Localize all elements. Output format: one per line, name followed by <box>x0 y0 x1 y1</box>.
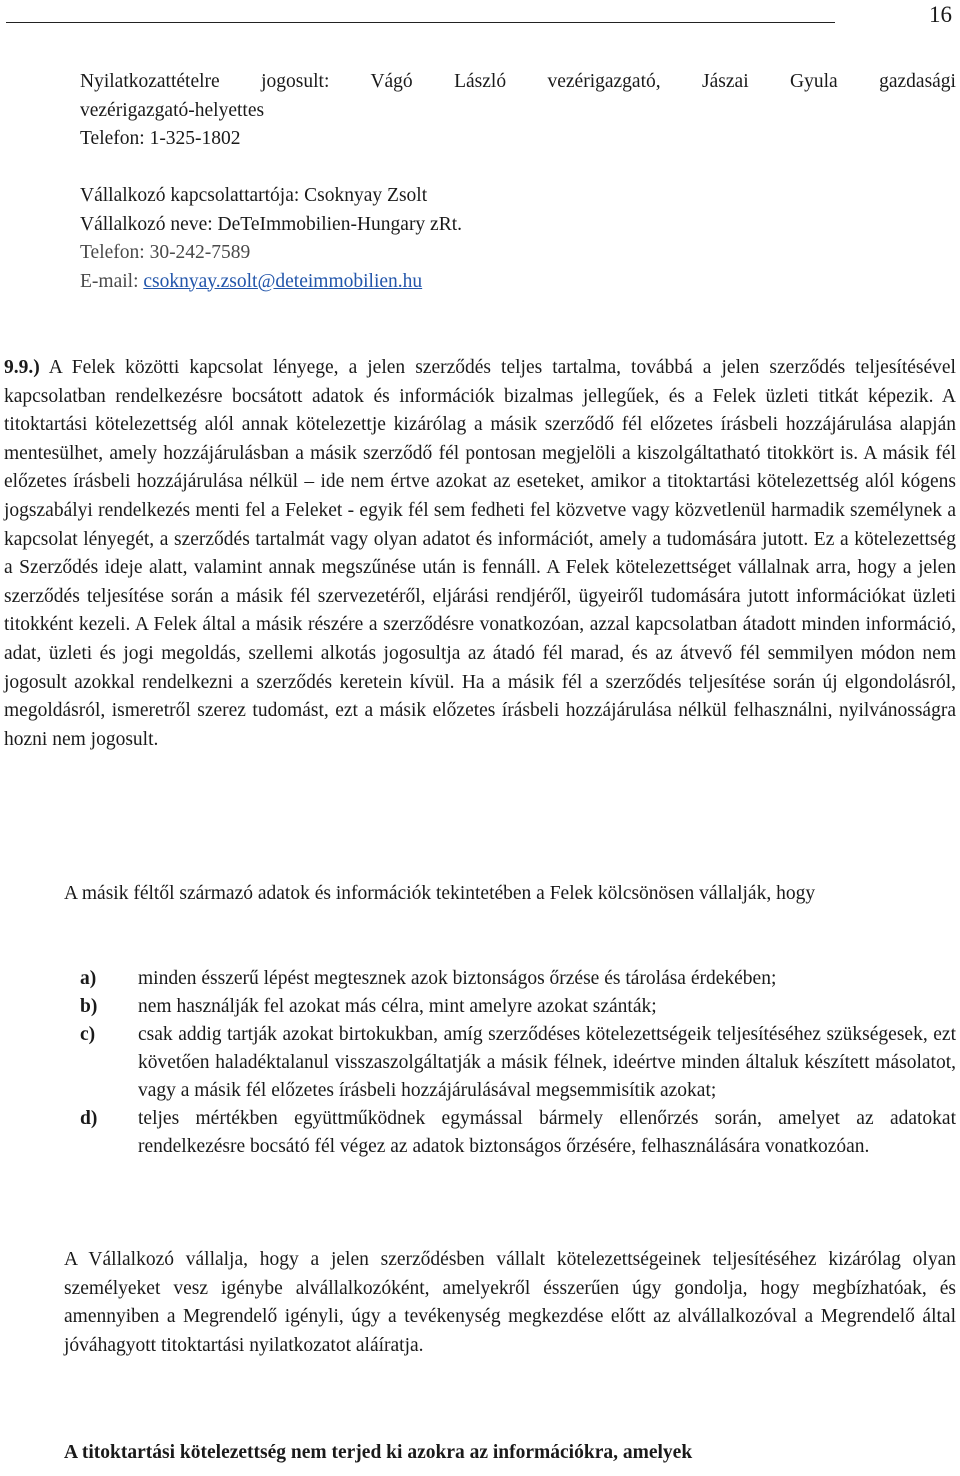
section-9-9 <box>4 354 956 754</box>
list-item-text: teljes mértékben együttműködnek egymással bármely ellenőrzés során, amelyet az adatokat rendelkezésre bocsátó fél végez az adatok biztonságos őrzésére, felhasználására vonatkozóan. <box>138 1108 956 1157</box>
section-number: 9.9.) <box>4 357 40 378</box>
list-item-label: c) <box>80 1024 96 1045</box>
signatory-names: Vágó László vezérigazgató, Jászai Gyula gazdasági <box>370 71 956 92</box>
header-rule <box>6 22 835 23</box>
contractor-phone: Telefon: 30-242-7589 <box>80 242 251 263</box>
page-number: 16 <box>929 2 952 27</box>
intro-paragraph: A másik féltől származó adatok és információk tekintetében a Felek kölcsönösen vállalják, hogy <box>64 883 816 904</box>
list-item-label: a) <box>80 968 97 989</box>
signatory-phone: Telefon: 1-325-1802 <box>80 128 241 149</box>
list-item-label: b) <box>80 996 98 1017</box>
contact-block <box>80 68 956 296</box>
email-label: E-mail: <box>80 270 144 292</box>
email-link[interactable]: csoknyay.zsolt@deteimmobilien.hu <box>143 270 423 292</box>
list-item-label: d) <box>80 1108 98 1129</box>
list-item-text: nem használják fel azokat más célra, mint amelyre azokat szánták; <box>138 996 657 1017</box>
signatory-label: Nyilatkozattételre jogosult: <box>80 71 330 92</box>
list-item-text: csak addig tartják azokat birtokukban, amíg szerződéses kötelezettségeik teljesítéséhez szükségesek, ezt követően haladéktalanul visszaszolgáltatják a másik félnek, ideértve minden általuk készített másolatot, vagy a másik fél előzetes írásbeli hozzájárulásával megsemmisítik azokat; <box>138 1024 956 1101</box>
subcontractor-paragraph: A Vállalkozó vállalja, hogy a jelen szerződésben vállalt kötelezettségeinek teljesítéséhez kizárólag olyan személyeket vesz igénybe alvállalkozóként, amelyekről ésszerűen úgy gondolja, hogy megbízhatóak, és amennyiben a Megrendelő igényli, úgy a tevékenység megkezdése előtt az alvállalkozóval a Megrendelő által jóváhagyott titoktartási nyilatkozatot aláíratja. <box>64 1249 956 1356</box>
obligation-list <box>80 965 956 1161</box>
list-item-text: minden ésszerű lépést megtesznek azok biztonságos őrzése és tárolása érdekében; <box>138 968 777 989</box>
list-item <box>80 993 956 1021</box>
spacer <box>80 154 956 183</box>
final-heading: A titoktartási kötelezettség nem terjed ki azokra az információkra, amelyek <box>64 1442 693 1463</box>
section-text: A Felek közötti kapcsolat lényege, a jelen szerződés teljes tartalma, továbbá a jelen szerződés teljesítésével kapcsolatban rendelkezésre bocsátott adatok és információk bizalmas jellegűek, és a Felek üzleti titkát képezik. A titoktartási kötelezettség alól annak kötelezettje kizárólag a másik szerződő fél előzetes írásbeli hozzájárulása alapján mentesülhet, amely hozzájárulásban a másik szerződő fél pontosan megjelöli a kiszolgáltatható titokkört is. A másik fél előzetes írásbeli hozzájárulása nélkül – ide nem értve azokat az eseteket, amikor a titoktartási kötelezettség alól kógens jogszabályi rendelkezés menti fel a Feleket - egyik fél sem fedheti fel közvetve vagy közvetlenül harmadik személynek a kapcsolat lényegét, a szerződés tartalmát vagy olyan adatot és információt, amely a tudomására jutott. Ez a kötelezettség a Szerződés ideje alatt, valamint annak megszűnése után is fennáll. A Felek kötelezettséget vállalnak arra, hogy a jelen szerződés teljesítése során a másik fél szervezetéről, eljárási rendjéről, ügyeiről tudomására jutott információkat üzleti titokként kezeli. A Felek által a másik részére a szerződésre vonatkozóan, azzal kapcsolatban átadott minden információ, adat, üzleti és jogi megoldás, szellemi alkotás jogosultja az átadó fél marad, és az átvevő fél semmilyen módon nem jogosult azokkal rendelkezni a szerződés keretein kívül. Ha a másik fél a szerződés teljesítése során új elgondolásról, megoldásról, ismeretről szerez tudomást, ezt a másik előzetes írásbeli hozzájárulása nélkül felhasználni, nyilvánosságra hozni nem jogosult. <box>4 357 956 750</box>
list-item <box>80 1021 956 1105</box>
contractor-name: Vállalkozó neve: DeTeImmobilien-Hungary zRt. <box>80 213 463 235</box>
signatory-title: vezérigazgató-helyettes <box>80 99 265 121</box>
signatory-line <box>80 68 956 97</box>
list-item <box>80 965 956 993</box>
list-item <box>80 1105 956 1161</box>
contractor-contact: Vállalkozó kapcsolattartója: Csoknyay Zsolt <box>80 185 428 206</box>
email-line <box>80 268 956 297</box>
